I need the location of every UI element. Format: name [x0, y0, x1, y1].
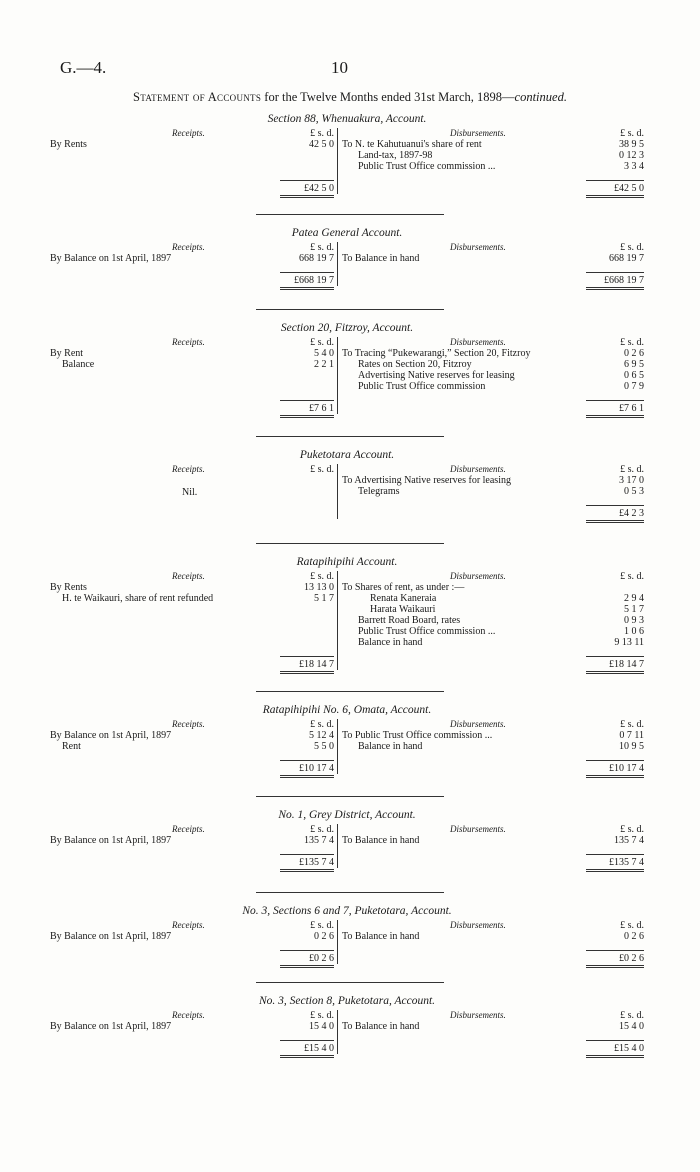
column-heading-row: [50, 1010, 644, 1021]
section-separator: [256, 436, 444, 437]
disbursement-amount: 10 9 5: [619, 741, 644, 752]
disbursement-amount: 0 2 6: [624, 348, 644, 359]
account-columns: [50, 920, 644, 964]
account-title: Patea General Account.: [291, 227, 403, 239]
title-suffix: continued.: [514, 90, 567, 104]
receipt-label: Rent: [62, 741, 81, 752]
account-columns: [50, 824, 644, 868]
account-block: [50, 996, 644, 1054]
receipt-amount: 13 13 0: [304, 582, 334, 593]
receipts-total: £668 19 7: [280, 272, 334, 290]
ledger-row: [50, 348, 644, 359]
totals-row: [50, 400, 644, 416]
disbursements-total: £10 17 4: [586, 760, 644, 778]
ledger-row: [50, 741, 644, 752]
disbursement-label: Public Trust Office commission: [358, 381, 486, 392]
disbursement-label: Harata Waikauri: [370, 604, 436, 615]
disbursements-total: £4 2 3: [586, 505, 644, 523]
receipt-amount: 15 4 0: [309, 1021, 334, 1032]
disbursement-label: Telegrams: [358, 486, 400, 497]
receipt-amount: 2 2 1: [314, 359, 334, 370]
column-heading-row: [50, 824, 644, 835]
disbursements-heading: Disbursements.: [450, 920, 506, 930]
receipt-label: By Balance on 1st April, 1897: [50, 835, 172, 846]
disbursement-label: Public Trust Office commission ...: [358, 161, 496, 172]
lsd-heading: £ s. d.: [310, 719, 334, 730]
account-title: Ratapihipihi No. 6, Omata, Account.: [262, 704, 432, 716]
account-title: Puketotara Account.: [299, 449, 395, 461]
ledger-row: [50, 486, 644, 497]
section-separator: [256, 892, 444, 893]
receipt-label: By Rents: [50, 139, 87, 150]
disbursement-label: To Advertising Native reserves for leasing: [342, 475, 511, 486]
account-title: Ratapihipihi Account.: [296, 556, 398, 568]
receipts-total: £135 7 4: [280, 854, 334, 872]
disbursements-heading: Disbursements.: [450, 1010, 506, 1020]
disbursements-total: £18 14 7: [586, 656, 644, 674]
account-block: [50, 323, 644, 414]
disbursement-label: Balance in hand: [358, 741, 423, 752]
disbursements-heading: Disbursements.: [450, 337, 506, 347]
section-separator: [256, 691, 444, 692]
ledger-row: [50, 582, 644, 593]
section-separator: [256, 543, 444, 544]
disbursements-total: £0 2 6: [586, 950, 644, 968]
disbursement-amount: 9 13 11: [614, 637, 644, 648]
disbursement-label: Barrett Road Board, rates: [358, 615, 461, 626]
disbursement-amount: 3 17 0: [619, 475, 644, 486]
disbursement-label: Public Trust Office commission ...: [358, 626, 496, 637]
disbursement-amount: 5 1 7: [624, 604, 644, 615]
disbursement-amount: 0 9 3: [624, 615, 644, 626]
receipts-total: £15 4 0: [280, 1040, 334, 1058]
ledger-row: [50, 253, 644, 264]
lsd-heading: £ s. d.: [620, 242, 644, 253]
account-columns: [50, 128, 644, 194]
disbursement-label: To Balance in hand: [342, 253, 420, 264]
lsd-heading: £ s. d.: [620, 1010, 644, 1021]
receipt-amount: 668 19 7: [299, 253, 334, 264]
column-heading-row: [50, 920, 644, 931]
disbursements-total: £15 4 0: [586, 1040, 644, 1058]
totals-row: [50, 272, 644, 288]
receipts-heading: Receipts.: [172, 242, 205, 252]
disbursement-label: To Balance in hand: [342, 931, 420, 942]
account-title: No. 1, Grey District, Account.: [278, 809, 416, 821]
ledger-row: [50, 150, 644, 161]
section-separator: [256, 796, 444, 797]
disbursement-label: Land-tax, 1897-98: [358, 150, 433, 161]
receipts-heading: Receipts.: [172, 128, 205, 138]
disbursements-heading: Disbursements.: [450, 571, 506, 581]
account-block: [50, 228, 644, 286]
column-heading-row: [50, 571, 644, 582]
receipt-amount: 0 2 6: [314, 931, 334, 942]
account-block: [50, 450, 644, 519]
statement-title: [0, 90, 700, 105]
lsd-heading: £ s. d.: [620, 571, 644, 582]
column-heading-row: [50, 242, 644, 253]
disbursement-label: Advertising Native reserves for leasing: [358, 370, 515, 381]
account-title: No. 3, Section 8, Puketotara, Account.: [258, 995, 436, 1007]
ledger-row: [50, 370, 644, 381]
account-block: [50, 557, 644, 670]
receipt-label: By Rent: [50, 348, 84, 359]
disbursement-label: Renata Kaneraia: [370, 593, 437, 604]
disbursement-amount: 38 9 5: [619, 139, 644, 150]
account-columns: [50, 337, 644, 414]
ledger-row: [50, 161, 644, 172]
ledger-row: [50, 139, 644, 150]
account-columns: [50, 1010, 644, 1054]
ledger-row: [50, 1021, 644, 1032]
ledger-row: [50, 637, 644, 648]
lsd-heading: £ s. d.: [620, 719, 644, 730]
receipt-label: By Balance on 1st April, 1897: [50, 730, 172, 741]
lsd-heading: £ s. d.: [310, 1010, 334, 1021]
disbursement-label: To Balance in hand: [342, 1021, 420, 1032]
account-title: No. 3, Sections 6 and 7, Puketotara, Account.: [242, 905, 452, 917]
disbursement-label: To Tracing “Pukewarangi,” Section 20, Fitzroy: [342, 348, 531, 359]
disbursements-total: £668 19 7: [586, 272, 644, 290]
receipts-heading: Receipts.: [172, 337, 205, 347]
lsd-heading: £ s. d.: [620, 337, 644, 348]
totals-row: [50, 1040, 644, 1056]
disbursement-amount: 135 7 4: [614, 835, 644, 846]
disbursements-total: £135 7 4: [586, 854, 644, 872]
lsd-heading: £ s. d.: [620, 464, 644, 475]
column-heading-row: [50, 464, 644, 475]
account-columns: [50, 719, 644, 774]
column-heading-row: [50, 128, 644, 139]
lsd-heading: £ s. d.: [310, 571, 334, 582]
receipts-heading: Receipts.: [172, 571, 205, 581]
disbursement-amount: 0 12 3: [619, 150, 644, 161]
disbursement-label: To N. te Kahutuanui's share of rent: [342, 139, 482, 150]
disbursement-amount: 0 7 9: [624, 381, 644, 392]
receipts-total: £7 6 1: [280, 400, 334, 418]
title-prefix: Statement of Accounts: [133, 90, 262, 104]
receipts-heading: Receipts.: [172, 920, 205, 930]
ledger-row: [50, 359, 644, 370]
account-block: [50, 114, 644, 194]
account-block: [50, 705, 644, 774]
receipts-heading: Receipts.: [172, 464, 205, 474]
receipt-label: H. te Waikauri, share of rent refunded: [62, 593, 214, 604]
receipt-label: Balance: [62, 359, 95, 370]
ledger-row: [50, 615, 644, 626]
receipt-label: By Balance on 1st April, 1897: [50, 253, 172, 264]
disbursement-label: To Shares of rent, as under :—: [342, 582, 465, 593]
receipts-total: £0 2 6: [280, 950, 334, 968]
column-heading-row: [50, 337, 644, 348]
disbursement-amount: 1 0 6: [624, 626, 644, 637]
receipts-total: £18 14 7: [280, 656, 334, 674]
receipts-heading: Receipts.: [172, 719, 205, 729]
document-code: G.—4.: [60, 58, 107, 77]
totals-row: [50, 656, 644, 672]
receipts-total: £42 5 0: [280, 180, 334, 198]
ledger-row: [50, 381, 644, 392]
ledger-row: [50, 593, 644, 604]
ledger-row: [50, 626, 644, 637]
account-columns: [50, 242, 644, 286]
account-block: [50, 810, 644, 868]
totals-row: [50, 950, 644, 966]
receipts-total: £10 17 4: [280, 760, 334, 778]
receipt-amount: 5 12 4: [309, 730, 334, 741]
totals-row: [50, 760, 644, 776]
disbursement-amount: 3 3 4: [624, 161, 644, 172]
lsd-heading: £ s. d.: [310, 824, 334, 835]
disbursement-amount: 15 4 0: [619, 1021, 644, 1032]
receipt-amount: 5 1 7: [314, 593, 334, 604]
ledger-row: [50, 604, 644, 615]
account-columns: [50, 571, 644, 670]
account-title: Section 88, Whenuakura, Account.: [267, 113, 427, 125]
disbursement-amount: 0 2 6: [624, 931, 644, 942]
receipt-amount: 42 5 0: [309, 139, 334, 150]
disbursement-label: Balance in hand: [358, 637, 423, 648]
disbursement-label: To Public Trust Office commission ...: [342, 730, 493, 741]
receipt-label: By Rents: [50, 582, 87, 593]
lsd-heading: £ s. d.: [620, 128, 644, 139]
receipts-heading: Receipts.: [172, 1010, 205, 1020]
section-separator: [256, 982, 444, 983]
lsd-heading: £ s. d.: [310, 464, 334, 475]
title-middle: for the Twelve Months ended 31st March, 1898—: [261, 90, 515, 104]
disbursement-amount: 0 6 5: [624, 370, 644, 381]
ledger-row: [50, 931, 644, 942]
column-heading-row: [50, 719, 644, 730]
receipt-label: By Balance on 1st April, 1897: [50, 1021, 172, 1032]
totals-row: [50, 505, 644, 521]
section-separator: [256, 214, 444, 215]
lsd-heading: £ s. d.: [310, 920, 334, 931]
disbursements-total: £42 5 0: [586, 180, 644, 198]
disbursement-label: Rates on Section 20, Fitzroy: [358, 359, 472, 370]
disbursement-amount: 6 9 5: [624, 359, 644, 370]
disbursement-amount: 0 7 11: [619, 730, 644, 741]
disbursements-heading: Disbursements.: [450, 824, 506, 834]
lsd-heading: £ s. d.: [310, 128, 334, 139]
ledger-row: [50, 835, 644, 846]
disbursement-amount: 2 9 4: [624, 593, 644, 604]
lsd-heading: £ s. d.: [620, 824, 644, 835]
page-number: 10: [331, 58, 348, 77]
section-separator: [256, 309, 444, 310]
account-columns: [50, 464, 644, 519]
disbursement-amount: 668 19 7: [609, 253, 644, 264]
totals-row: [50, 854, 644, 870]
disbursement-amount: 0 5 3: [624, 486, 644, 497]
totals-row: [50, 180, 644, 196]
receipt-label: Nil.: [182, 487, 198, 498]
disbursements-total: £7 6 1: [586, 400, 644, 418]
account-block: [50, 906, 644, 964]
receipt-amount: 5 5 0: [314, 741, 334, 752]
disbursements-heading: Disbursements.: [450, 128, 506, 138]
disbursements-heading: Disbursements.: [450, 242, 506, 252]
receipt-amount: 135 7 4: [304, 835, 334, 846]
receipt-amount: 5 4 0: [314, 348, 334, 359]
disbursements-heading: Disbursements.: [450, 719, 506, 729]
receipt-label: By Balance on 1st April, 1897: [50, 931, 172, 942]
disbursement-label: To Balance in hand: [342, 835, 420, 846]
lsd-heading: £ s. d.: [310, 337, 334, 348]
disbursements-heading: Disbursements.: [450, 464, 506, 474]
ledger-row: [50, 730, 644, 741]
lsd-heading: £ s. d.: [310, 242, 334, 253]
lsd-heading: £ s. d.: [620, 920, 644, 931]
account-title: Section 20, Fitzroy, Account.: [280, 322, 414, 334]
receipts-heading: Receipts.: [172, 824, 205, 834]
